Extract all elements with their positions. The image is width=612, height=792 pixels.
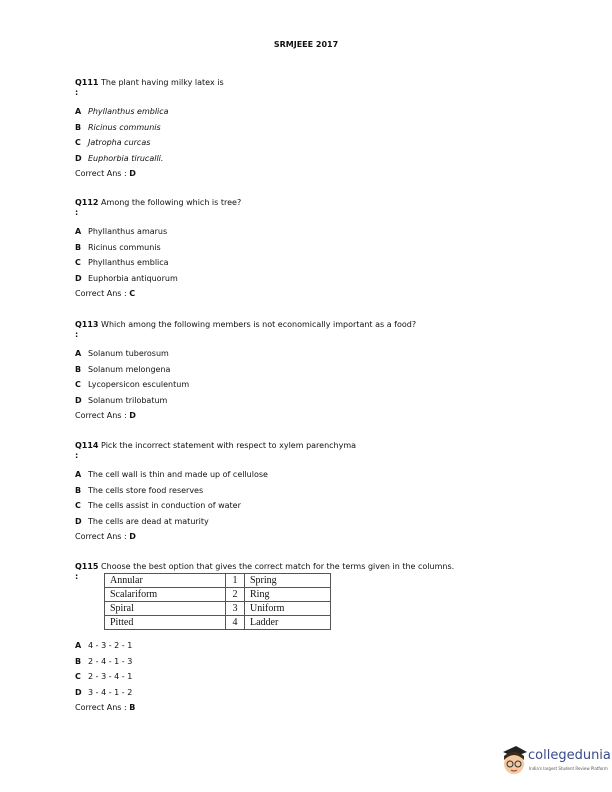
option-a: [75, 638, 555, 654]
question-number: Q115: [75, 562, 99, 571]
table-cell: Pitted: [105, 616, 226, 630]
question-q114: [75, 440, 555, 545]
option-c: [75, 669, 555, 685]
table-cell: Uniform: [245, 602, 331, 616]
option-b: [75, 240, 555, 256]
page-header: SRMJEEE 2017: [273, 40, 339, 49]
option-letter: B: [75, 122, 82, 132]
option-letter: D: [75, 687, 82, 697]
option-letter: A: [75, 349, 82, 358]
option-text: Euphorbia antiquorum: [88, 273, 178, 283]
option-letter: C: [75, 380, 81, 390]
option-text: The cell wall is thin and made up of cellulose: [88, 470, 268, 479]
option-c: [75, 498, 555, 514]
option-b: [75, 120, 555, 136]
option-letter: A: [75, 641, 82, 650]
option-text: Lycopersicon esculentum: [88, 380, 190, 390]
option-letter: B: [75, 242, 82, 252]
option-d: [75, 393, 555, 409]
colon: :: [75, 572, 79, 581]
logo-tagline: India's largest Student Review Platform: [529, 766, 608, 771]
logo-name: collegedunia: [528, 748, 611, 763]
correct-answer: [75, 166, 555, 182]
option-text: 4 - 3 - 2 - 1: [88, 641, 133, 650]
option-text: Phyllanthus emblica: [88, 107, 169, 116]
question-text: Which among the following members is not economically important as a food?: [101, 320, 417, 329]
question-number: Q112: [75, 198, 99, 207]
option-letter: B: [75, 364, 82, 374]
table-row: [105, 616, 331, 630]
table-cell: 4: [226, 616, 245, 630]
question-number: Q111: [75, 78, 99, 87]
option-letter: B: [75, 485, 82, 495]
option-text: 2 - 4 - 1 - 3: [88, 656, 133, 666]
option-b: [75, 483, 555, 499]
colon: :: [75, 208, 79, 217]
option-letter: A: [75, 227, 82, 236]
option-text: The cells are dead at maturity: [88, 516, 209, 526]
option-letter: D: [75, 273, 82, 283]
question-q112: [75, 197, 555, 302]
option-text: 3 - 4 - 1 - 2: [88, 687, 133, 697]
option-letter: B: [75, 656, 82, 666]
colon: :: [75, 330, 79, 339]
correct-answer: [75, 286, 555, 302]
colon: :: [75, 451, 79, 460]
option-letter: D: [75, 395, 82, 405]
option-letter: A: [75, 107, 82, 116]
option-letter: A: [75, 470, 82, 479]
option-text: Phyllanthus emblica: [88, 258, 169, 268]
option-d: [75, 271, 555, 287]
option-letter: C: [75, 138, 81, 148]
option-text: Solanum tuberosum: [88, 349, 169, 358]
question-number: Q114: [75, 441, 99, 450]
table-cell: Ladder: [245, 616, 331, 630]
question-q113: [75, 319, 555, 424]
option-a: [75, 467, 555, 483]
answer-label: Correct Ans :: [75, 411, 127, 421]
question-text: Pick the incorrect statement with respect to xylem parenchyma: [101, 441, 357, 450]
colon: :: [75, 88, 79, 97]
option-text: Ricinus communis: [88, 122, 161, 132]
option-d: [75, 151, 555, 167]
option-letter: D: [75, 516, 82, 526]
answer-value: C: [129, 289, 136, 299]
table-cell: Spring: [245, 574, 331, 588]
option-text: Ricinus communis: [88, 242, 161, 252]
answer-label: Correct Ans :: [75, 532, 127, 542]
option-a: [75, 104, 555, 120]
answer-value: D: [129, 532, 136, 542]
table-cell: Spiral: [105, 602, 226, 616]
collegedunia-logo: [500, 744, 610, 780]
option-d: [75, 685, 555, 701]
option-c: [75, 377, 555, 393]
option-text: Jatropha curcas: [88, 138, 151, 148]
option-text: The cells assist in conduction of water: [88, 501, 241, 511]
option-d: [75, 514, 555, 530]
table-cell: 1: [226, 574, 245, 588]
option-b: [75, 362, 555, 378]
question-text: Among the following which is tree?: [101, 198, 242, 207]
table-cell: 3: [226, 602, 245, 616]
answer-value: B: [129, 703, 136, 713]
correct-answer: [75, 529, 555, 545]
option-text: The cells store food reserves: [88, 485, 204, 495]
answer-value: D: [129, 169, 136, 179]
mascot-icon: [500, 744, 528, 778]
option-letter: C: [75, 672, 81, 682]
option-a: [75, 224, 555, 240]
option-text: 2 - 3 - 4 - 1: [88, 672, 133, 682]
option-letter: C: [75, 258, 81, 268]
option-letter: C: [75, 501, 81, 511]
table-cell: Annular: [105, 574, 226, 588]
table-cell: Scalariform: [105, 588, 226, 602]
table-row: [105, 574, 331, 588]
question-text: Choose the best option that gives the correct match for the terms given in the columns.: [101, 562, 455, 571]
question-q111: [75, 77, 555, 182]
answer-label: Correct Ans :: [75, 289, 127, 299]
option-text: Solanum melongena: [88, 364, 171, 374]
option-text: Solanum trilobatum: [88, 395, 168, 405]
question-number: Q113: [75, 320, 99, 329]
option-letter: D: [75, 153, 82, 163]
option-a: [75, 346, 555, 362]
answer-value: D: [129, 411, 136, 421]
option-text: Euphorbia tirucalli.: [88, 153, 164, 163]
option-text: Phyllanthus amarus: [88, 227, 168, 236]
correct-answer: [75, 408, 555, 424]
match-table: [104, 573, 331, 630]
option-b: [75, 654, 555, 670]
table-row: [105, 602, 331, 616]
answer-label: Correct Ans :: [75, 703, 127, 713]
correct-answer: [75, 700, 555, 716]
option-c: [75, 255, 555, 271]
table-cell: Ring: [245, 588, 331, 602]
table-cell: 2: [226, 588, 245, 602]
answer-label: Correct Ans :: [75, 169, 127, 179]
option-c: [75, 135, 555, 151]
table-row: [105, 588, 331, 602]
question-text: The plant having milky latex is: [101, 78, 224, 87]
